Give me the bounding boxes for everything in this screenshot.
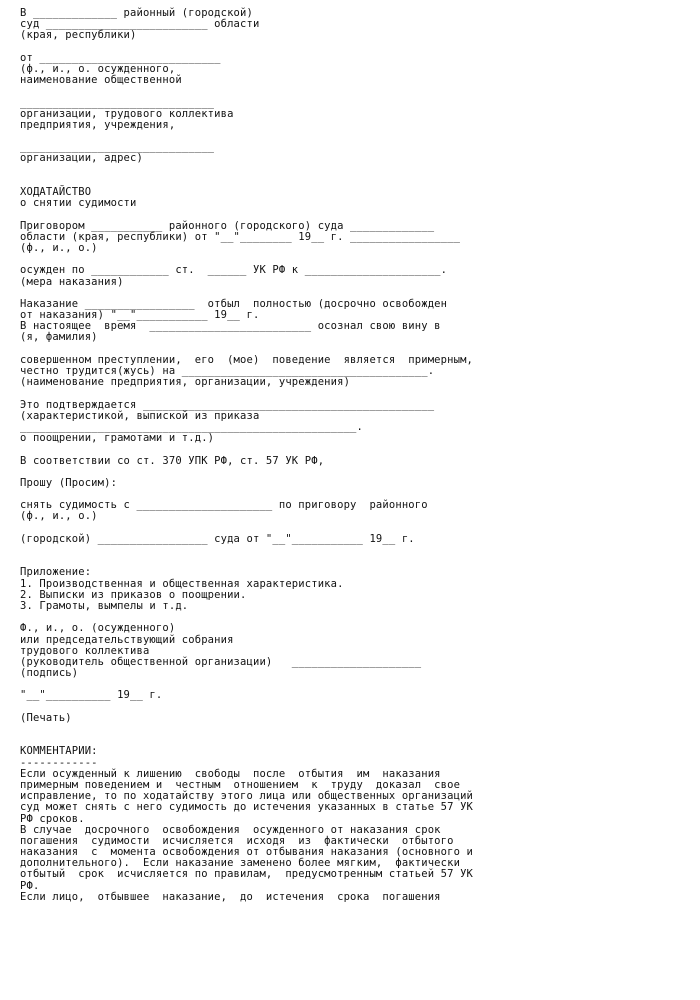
comments-heading: КОММЕНТАРИИ: <box>20 745 98 758</box>
org-hint-enterprise: предприятия, учреждения, <box>20 118 176 131</box>
body-line: Это подтверждается _____________________________________________ <box>20 398 435 411</box>
signature-date: "__"__________ 19__ г. <box>20 689 163 702</box>
court-line: В _____________ районный (городской) <box>20 7 253 19</box>
comment-line: суд может снять с него судимость до истечения указанных в статье 57 УК <box>20 801 474 814</box>
legal-basis-line: В соответствии со ст. 370 УПК РФ, ст. 57 УК РФ, <box>20 454 325 467</box>
body-line: (городской) _________________ суда от "__"___________ 19__ г. <box>20 532 415 545</box>
comment-line: РФ. <box>20 879 40 892</box>
court-region-hint: (края, республики) <box>20 29 137 42</box>
petition-body <box>20 221 690 545</box>
body-hint: (я, фамилия) <box>20 331 98 344</box>
signatory-collective: трудового коллектива <box>20 644 150 657</box>
from-line: от ____________________________ <box>20 51 221 64</box>
org-address-hint: организации, адрес) <box>20 152 143 165</box>
addressee-block <box>20 8 690 165</box>
signatory-head: (руководитель общественной организации) ____________________ <box>20 655 422 668</box>
comment-line: наказания с момента освобождения от отбывания наказания (основного и <box>20 846 474 859</box>
comment-line: отбытый срок исчисляется по правилам, предусмотренным статьей 57 УК <box>20 868 474 881</box>
title-heading: ХОДАТАЙСТВО <box>20 186 92 198</box>
body-hint: о поощрении, грамотами и т.д.) <box>20 432 215 445</box>
comment-line: дополнительного). Если наказание заменено более мягким, фактически <box>20 857 461 870</box>
org-blank-line: ______________________________ <box>20 96 215 109</box>
title-subheading: о снятии судимости <box>20 197 137 210</box>
attachments-heading: Приложение: <box>20 566 92 579</box>
body-line: от наказания) "__"___________ 19__ г. <box>20 309 260 322</box>
body-hint: (ф., и., о.) <box>20 241 98 254</box>
org-address-blank: ______________________________ <box>20 141 215 154</box>
body-hint: (мера наказания) <box>20 275 124 288</box>
org-hint-collective: организации, трудового коллектива <box>20 107 234 120</box>
attachment-item: 2. Выписки из приказов о поощрении. <box>20 588 247 601</box>
from-hint-name: (ф., и., о. осужденного, <box>20 62 176 75</box>
comment-line: Если осужденный к лишению свободы после отбытия им наказания <box>20 767 441 780</box>
from-hint-org: наименование общественной <box>20 74 182 87</box>
comment-line: погашения судимости исчисляется исходя из фактически отбытого <box>20 834 454 847</box>
attachment-item: 1. Производственная и общественная характеристика. <box>20 577 344 590</box>
attachments-block <box>20 567 690 612</box>
court-region-line: суд _________________________ области <box>20 18 260 31</box>
comment-line: РФ сроков. <box>20 812 85 825</box>
comment-line: примерным поведением и честным отношением к труду доказал свое <box>20 778 461 791</box>
body-line: снять судимость с _____________________ по приговору районного <box>20 499 428 512</box>
attachment-item: 3. Грамоты, вымпелы и т.д. <box>20 599 189 612</box>
stamp-label: (Печать) <box>20 711 72 724</box>
body-hint: (наименование предприятия, организации, учреждения) <box>20 376 351 389</box>
body-line: совершенном преступлении, его (мое) поведение является примерным, <box>20 353 474 366</box>
body-line: ____________________________________________________. <box>20 420 363 433</box>
comment-line: Если лицо, отбывшее наказание, до истечения срока погашения <box>20 890 441 903</box>
body-line: честно трудится(жусь) на ______________________________________. <box>20 365 435 377</box>
signature-hint: (подпись) <box>20 667 79 680</box>
comment-line: В случае досрочного освобождения осужденного от наказания срок <box>20 823 441 836</box>
body-line: Приговором ___________ районного (городского) суда _____________ <box>20 219 435 232</box>
signatory-alt: или председательствующий собрания <box>20 633 234 646</box>
body-hint: (ф., и., о.) <box>20 510 98 523</box>
request-heading: Прошу (Просим): <box>20 476 118 489</box>
signatory-name: Ф., и., о. (осужденного) <box>20 622 176 635</box>
comments-block <box>20 746 690 903</box>
body-line: осужден по ____________ ст. ______ УК РФ к _____________________. <box>20 264 448 277</box>
comment-line: исправление, то по ходатайству этого лица или общественных организаций <box>20 790 474 803</box>
signature-block <box>20 623 690 724</box>
body-line: В настоящее время _________________________ осознал свою вину в <box>20 320 441 333</box>
petition-document <box>20 8 690 903</box>
body-hint: (характеристикой, выпиской из приказа <box>20 409 260 422</box>
body-line: Наказание _________________ отбыл полностью (досрочно освобожден <box>20 297 448 310</box>
body-line: области (края, республики) от "__"________ 19__ г. _________________ <box>20 230 461 243</box>
comments-rule: ------------ <box>20 756 98 769</box>
document-title <box>20 187 690 209</box>
